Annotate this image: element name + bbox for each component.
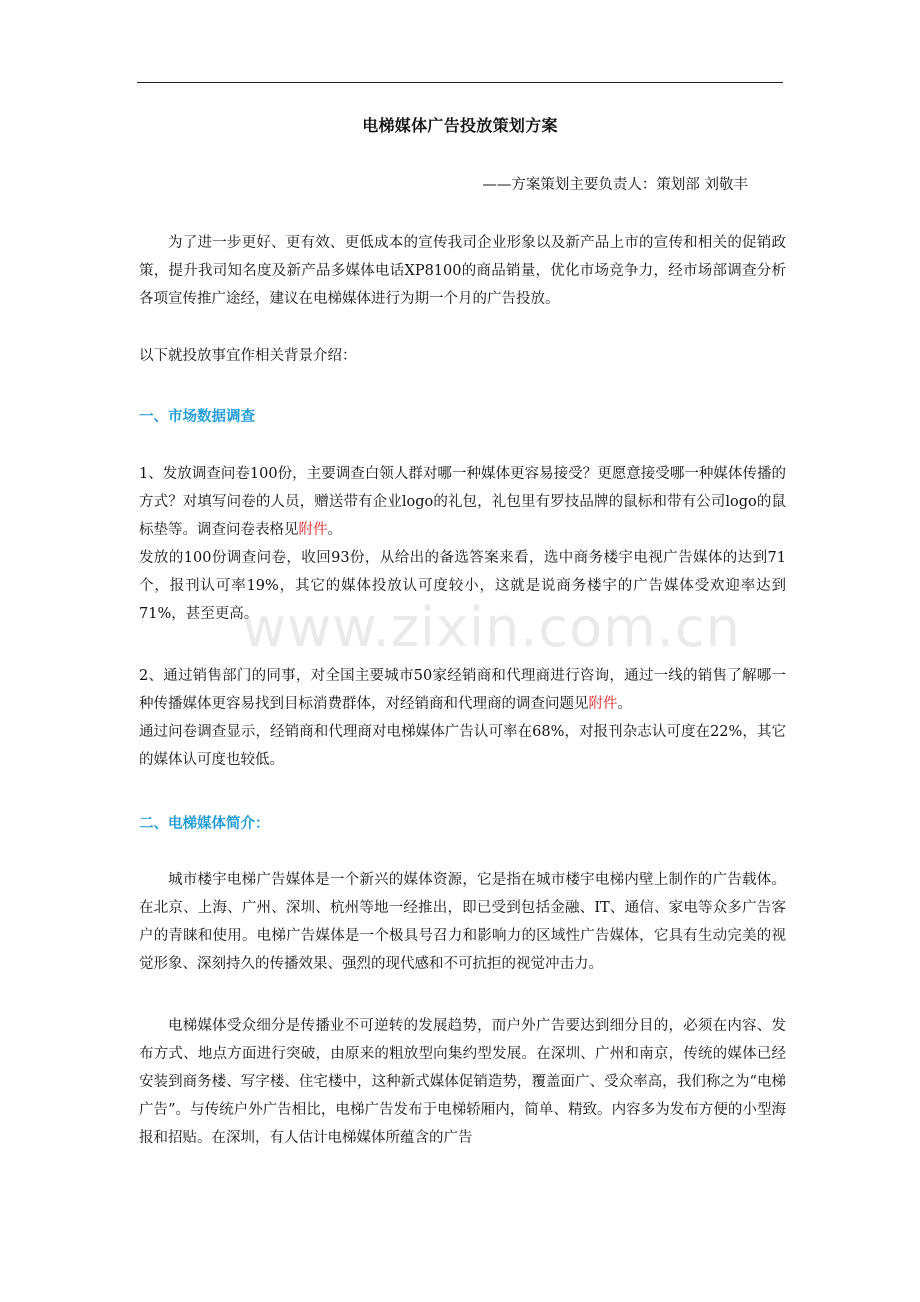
document-title: 电梯媒体广告投放策划方案 [362,116,558,135]
header-rule [137,82,783,83]
survey-item-2-end: 。 [617,696,632,712]
survey-item-1 [139,460,786,544]
elevator-media-paragraph-1: 城市楼宇电梯广告媒体是一个新兴的媒体资源，它是指在城市楼宇电梯内壁上制作的广告载体。在北京、上海、广州、深圳、杭州等地一经推出，即已受到包括金融、IT、通信、家电等众多广告客户的青睐和使用。电梯广告媒体是一个极具号召力和影响力的区域性广告媒体，它具有生动完美的视觉形象、深刻持久的传播效果、强烈的现代感和不可抗拒的视觉冲击力。 [139,872,786,972]
survey-item-1-end: 。 [327,522,342,538]
survey-item-2-result: 通过问卷调查显示，经销商和代理商对电梯媒体广告认可率在68%，对报刊杂志认可度在22%，其它的媒体认可度也较低。 [139,724,786,768]
background-line: 以下就投放事宜作相关背景介绍： [139,348,357,364]
attachment-link-1[interactable]: 附件 [298,522,328,538]
section1-heading: 一、市场数据调查 [139,409,255,425]
elevator-media-paragraph-2: 电梯媒体受众细分是传播业不可逆转的发展趋势，而户外广告要达到细分目的，必须在内容、发布方式、地点方面进行突破，由原来的粗放型向集约型发展。在深圳、广州和南京，传统的媒体已经安装到商务楼、写字楼、住宅楼中，这种新式媒体促销造势，覆盖面广、受众率高，我们称之为“电梯广告”。与传统户外广告相比，电梯广告发布于电梯轿厢内，简单、精致。内容多为发布方便的小型海报和招贴。在深圳，有人估计电梯媒体所蕴含的广告 [139,1018,786,1146]
survey-item-1-result: 发放的100份调查问卷，收回93份，从给出的备选答案来看，选中商务楼宇电视广告媒体的达到71个，报刊认可率19%，其它的媒体投放认可度较小，这就是说商务楼宇的广告媒体受欢迎率达到71%，甚至更高。 [139,550,786,622]
survey-item-2 [139,662,786,718]
survey-item-2-text: 2、通过销售部门的同事，对全国主要城市50家经销商和代理商进行咨询，通过一线的销售了解哪一种传播媒体更容易找到目标消费群体，对经销商和代理商的调查问题见 [139,668,786,712]
watermark: www.zixin.com.cn [242,596,741,659]
section2-heading: 二、电梯媒体简介： [139,816,270,832]
document-subtitle: ——方案策划主要负责人：策划部 刘敬丰 [482,177,748,193]
intro-paragraph: 为了进一步更好、更有效、更低成本的宣传我司企业形象以及新产品上市的宣传和相关的促销政策，提升我司知名度及新产品多媒体电话XP8100的商品销量，优化市场竞争力，经市场部调查分析各项宣传推广途经，建议在电梯媒体进行为期一个月的广告投放。 [139,235,786,307]
survey-item-1-text: 1、发放调查问卷100份，主要调查白领人群对哪一种媒体更容易接受？更愿意接受哪一种媒体传播的方式？对填写问卷的人员，赠送带有企业logo的礼包，礼包里有罗技品牌的鼠标和带有公司logo的鼠标垫等。调查问卷表格见 [139,466,786,538]
attachment-link-2[interactable]: 附件 [588,696,618,712]
